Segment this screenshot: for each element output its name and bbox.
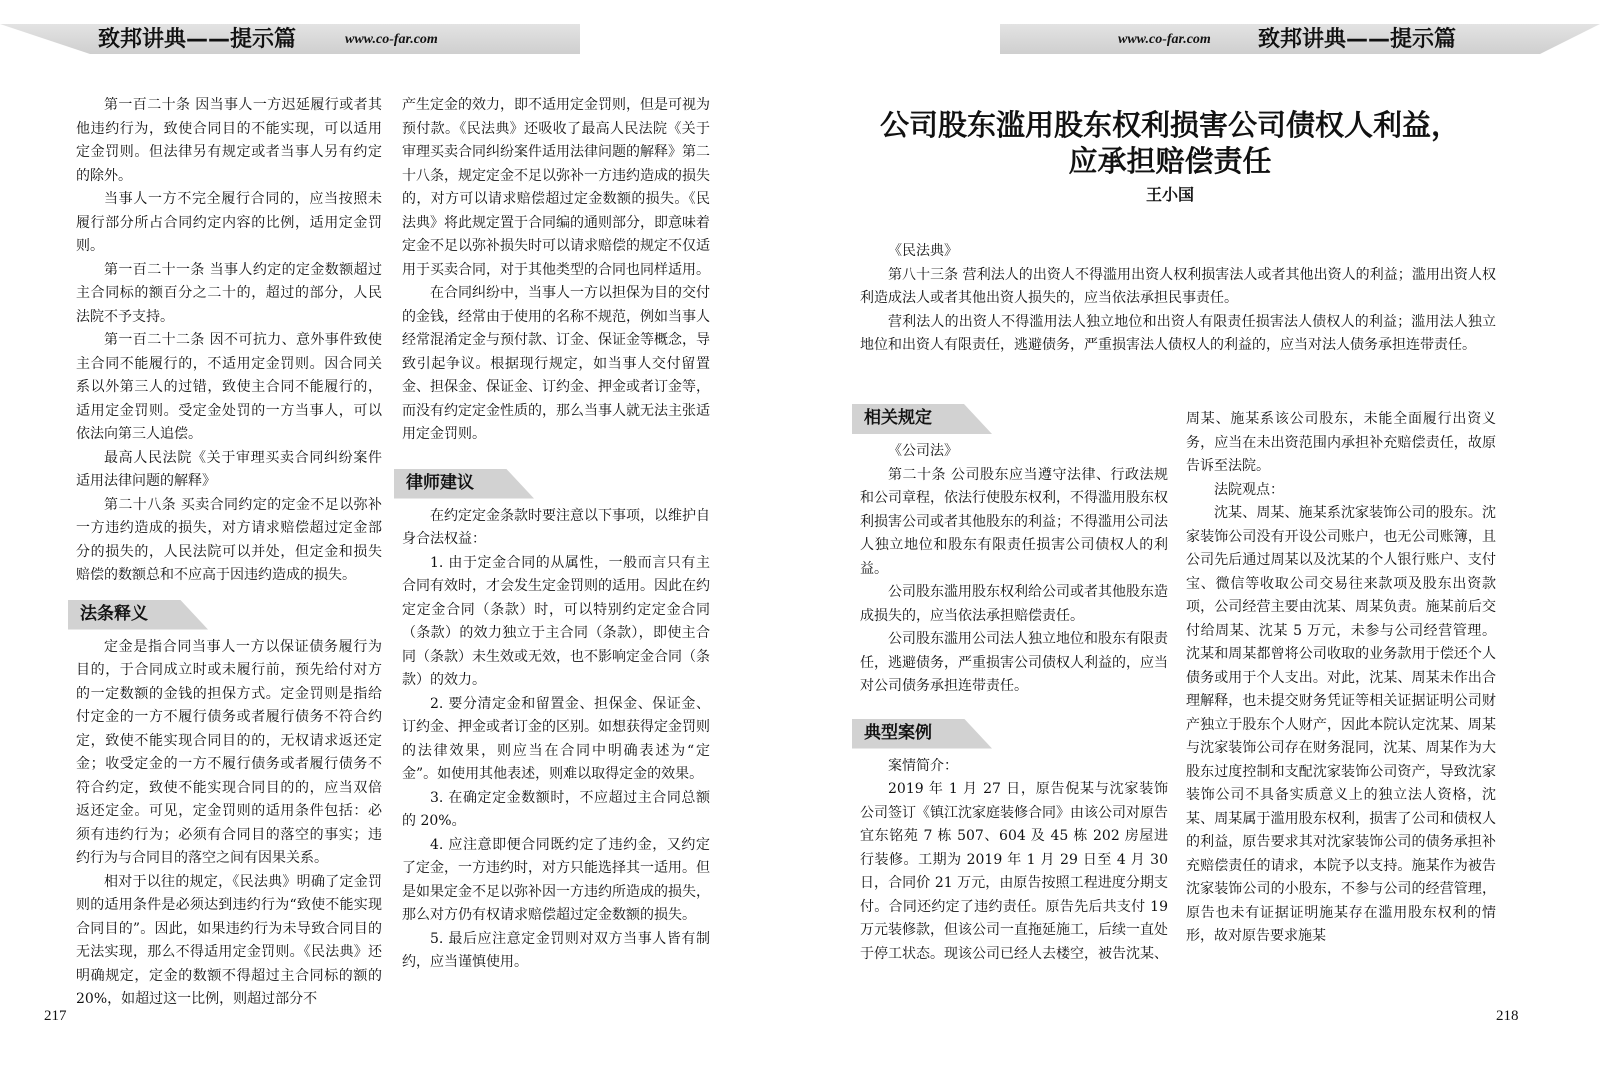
paragraph: 2019 年 1 月 27 日，原告倪某与沈家装饰公司签订《镇江沈家庭装修合同》由该公司对原告宜东铭苑 7 栋 507、604 及 45 栋 202 房屋进行装修。工期为 2019 年 1 月 29 日至 4 月 30 日，合同价 21 万元，由原告按照工程进度分期支付。合同还约定了违约责任。原告先后共支付 19 万元装修款，但该公司一直拖延施工，后续一直处于停工状态。现该公司已经人去楼空，被告沈某、 [860, 781, 1168, 962]
left-page-column-1 [76, 94, 382, 1012]
page-number-left: 217 [44, 1008, 67, 1024]
right-page-column-1 [860, 398, 1168, 966]
right-page-column-2 [1186, 408, 1496, 949]
paragraph: 第一百二十一条 当事人约定的定金数额超过主合同标的额百分之二十的，超过的部分，人民法院不予支持。 [76, 261, 382, 325]
paragraph: 2. 要分清定金和留置金、担保金、保证金、订约金、押金或者订金的区别。如想获得定金罚则的法律效果，则应当在合同中明确表述为“定金”。如使用其他表述，则难以取得定金的效果。 [402, 695, 710, 782]
section-heading-related-rules: 相关规定 [852, 404, 1168, 434]
page-number-right: 218 [1496, 1008, 1519, 1024]
header-title-left: 致邦讲典——提示篇 [98, 27, 297, 52]
paragraph: 相对于以往的规定，《民法典》明确了定金罚则的适用条件是必须达到违约行为“致使不能实现合同目的”。因此，如果违约行为未导致合同目的无法实现，那么不得适用定金罚则。《民法典》还明确规定，定金的数额不得超过主合同标的额的20%，如超过这一比例，则超过部分不 [76, 873, 382, 1007]
paragraph: 法院观点： [1214, 481, 1284, 498]
paragraph: 《公司法》 [888, 443, 958, 459]
article-title-line-1: 公司股东滥用股东权利损害公司债权人利益， [879, 108, 1460, 142]
article-author: 王小国 [1145, 185, 1194, 204]
paragraph: 公司股东滥用公司法人独立地位和股东有限责任，逃避债务，严重损害公司债权人利益的，应当对公司债务承担连带责任。 [860, 631, 1168, 694]
right-page-intro [860, 240, 1496, 358]
section-heading-lawyer-advice: 律师建议 [394, 469, 710, 499]
paragraph: 最高人民法院《关于审理买卖合同纠纷案件适用法律问题的解释》 [76, 449, 382, 489]
paragraph: 第二十八条 买卖合同约定的定金不足以弥补一方违约造成的损失，对方请求赔偿超过定金部分的损失的，人民法院可以并处，但定金和损失赔偿的数额总和不应高于因违约造成的损失。 [76, 496, 382, 583]
paragraph: 在合同纠纷中，当事人一方以担保为目的交付的金钱，经常由于使用的名称不规范，例如当事人经常混淆定金与预付款、订金、保证金等概念，导致引起争议。根据现行规定，如当事人交付留置金、担保金、保证金、订约金、押金或者订金等，而没有约定定金性质的，那么当事人就无法主张适用定金罚则。 [402, 285, 710, 442]
paragraph: 定金是指合同当事人一方以保证债务履行为目的，于合同成立时或未履行前，预先给付对方的一定数额的金钱的担保方式。定金罚则是指给付定金的一方不履行债务或者履行债务不符合约定，致使不能实现合同目的的，无权请求返还定金；收受定金的一方不履行债务或者履行债务不符合约定，致使不能实现合同目的的，应当双倍返还定金。可见，定金罚则的适用条件包括：必须有违约行为；必须有合同目的落空的事实；违约行为与合同目的落空之间有因果关系。 [76, 638, 382, 866]
section-heading-typical-case: 典型案例 [852, 719, 1168, 749]
header-url-left: www.co-far.com [345, 32, 438, 47]
header-url-right: www.co-far.com [1118, 32, 1211, 47]
paragraph: 在约定定金条款时要注意以下事项，以维护自身合法权益： [402, 507, 710, 547]
paragraph: 5. 最后应注意定金罚则对双方当事人皆有制约，应当谨慎使用。 [402, 930, 710, 970]
paragraph: 4. 应注意即便合同既约定了违约金，又约定了定金，一方违约时，对方只能选择其一适用。但是如果定金不足以弥补因一方违约所造成的损失，那么对方仍有权请求赔偿超过定金数额的损失。 [402, 836, 710, 923]
paragraph: 营利法人的出资人不得滥用法人独立地位和出资人有限责任损害法人债权人的利益；滥用法人独立地位和出资人有限责任，逃避债务，严重损害法人债权人的利益的，应当对法人债务承担连带责任。 [860, 313, 1496, 353]
article-title-line-2: 应承担赔偿责任 [1068, 144, 1272, 178]
paragraph: 当事人一方不完全履行合同的，应当按照未履行部分所占合同约定内容的比例，适用定金罚则。 [76, 191, 382, 254]
paragraph: 《民法典》 [888, 243, 958, 259]
paragraph: 案情简介： [888, 757, 958, 774]
paragraph: 第八十三条 营利法人的出资人不得滥用出资人权利损害法人或者其他出资人的利益；滥用出资人权利造成法人或者其他出资人损失的，应当依法承担民事责任。 [860, 266, 1496, 306]
section-heading-interpretation: 法条释义 [68, 600, 382, 630]
paragraph: 周某、施某系该公司股东，未能全面履行出资义务，应当在未出资范围内承担补充赔偿责任，故原告诉至法院。 [1186, 411, 1496, 474]
paragraph: 1. 由于定金合同的从属性，一般而言只有主合同有效时，才会发生定金罚则的适用。因此在约定定金合同（条款）时，可以特别约定定金合同（条款）的效力独立于主合同（条款），即使主合同（条款）未生效或无效，也不影响定金合同（条款）的效力。 [402, 554, 710, 688]
paragraph: 第一百二十二条 因不可抗力、意外事件致使主合同不能履行的，不适用定金罚则。因合同关系以外第三人的过错，致使主合同不能履行的，适用定金罚则。受定金处罚的一方当事人，可以依法向第三人追偿。 [76, 332, 382, 442]
paragraph: 公司股东滥用股东权利给公司或者其他股东造成损失的，应当依法承担赔偿责任。 [860, 584, 1168, 624]
paragraph: 第二十条 公司股东应当遵守法律、行政法规和公司章程，依法行使股东权利，不得滥用股东权利损害公司或者其他股东的利益；不得滥用公司法人独立地位和股东有限责任损害公司债权人的利益。 [860, 466, 1168, 577]
paragraph: 3. 在确定定金数额时，不应超过主合同总额的 20%。 [402, 789, 710, 829]
paragraph: 产生定金的效力，即不适用定金罚则，但是可视为预付款。《民法典》还吸收了最高人民法院《关于审理买卖合同纠纷案件适用法律问题的解释》第二十八条，规定定金不足以弥补一方违约造成的损失的，对方可以请求赔偿超过定金数额的损失。《民法典》将此规定置于合同编的通则部分，即意味着定金不足以弥补损失时可以请求赔偿的规定不仅适用于买卖合同，对于其他类型的合同也同样适用。 [402, 97, 710, 278]
left-page-column-2 [402, 94, 710, 975]
paragraph: 沈某、周某、施某系沈家装饰公司的股东。沈家装饰公司没有开设公司账户，也无公司账簿，且公司先后通过周某以及沈某的个人银行账户、支付宝、微信等收取公司交易往来款项及股东出资款项，公司经营主要由沈某、周某负责。施某前后交付给周某、沈某 5 万元，未参与公司经营管理。沈某和周某都曾将公司收取的业务款用于偿还个人债务或用于个人支出。对此，沈某、周某未作出合理解释，也未提交财务凭证等相关证据证明公司财产独立于股东个人财产，因此本院认定沈某、周某与沈家装饰公司存在财务混同，沈某、周某作为大股东过度控制和支配沈家装饰公司资产，导致沈家装饰公司不具备实质意义上的独立法人资格，沈某、周某属于滥用股东权利，损害了公司和债权人的利益，原告要求其对沈家装饰公司的债务承担补充赔偿责任的请求，本院予以支持。施某作为被告沈家装饰公司的小股东，不参与公司的经营管理，原告也未有证据证明施某存在滥用股东权利的情形，故对原告要求施某 [1186, 505, 1496, 944]
header-title-right: 致邦讲典——提示篇 [1258, 27, 1457, 52]
paragraph: 第一百二十条 因当事人一方迟延履行或者其他违约行为，致使合同目的不能实现，可以适用定金罚则。但法律另有规定或者当事人另有约定的除外。 [76, 97, 382, 184]
